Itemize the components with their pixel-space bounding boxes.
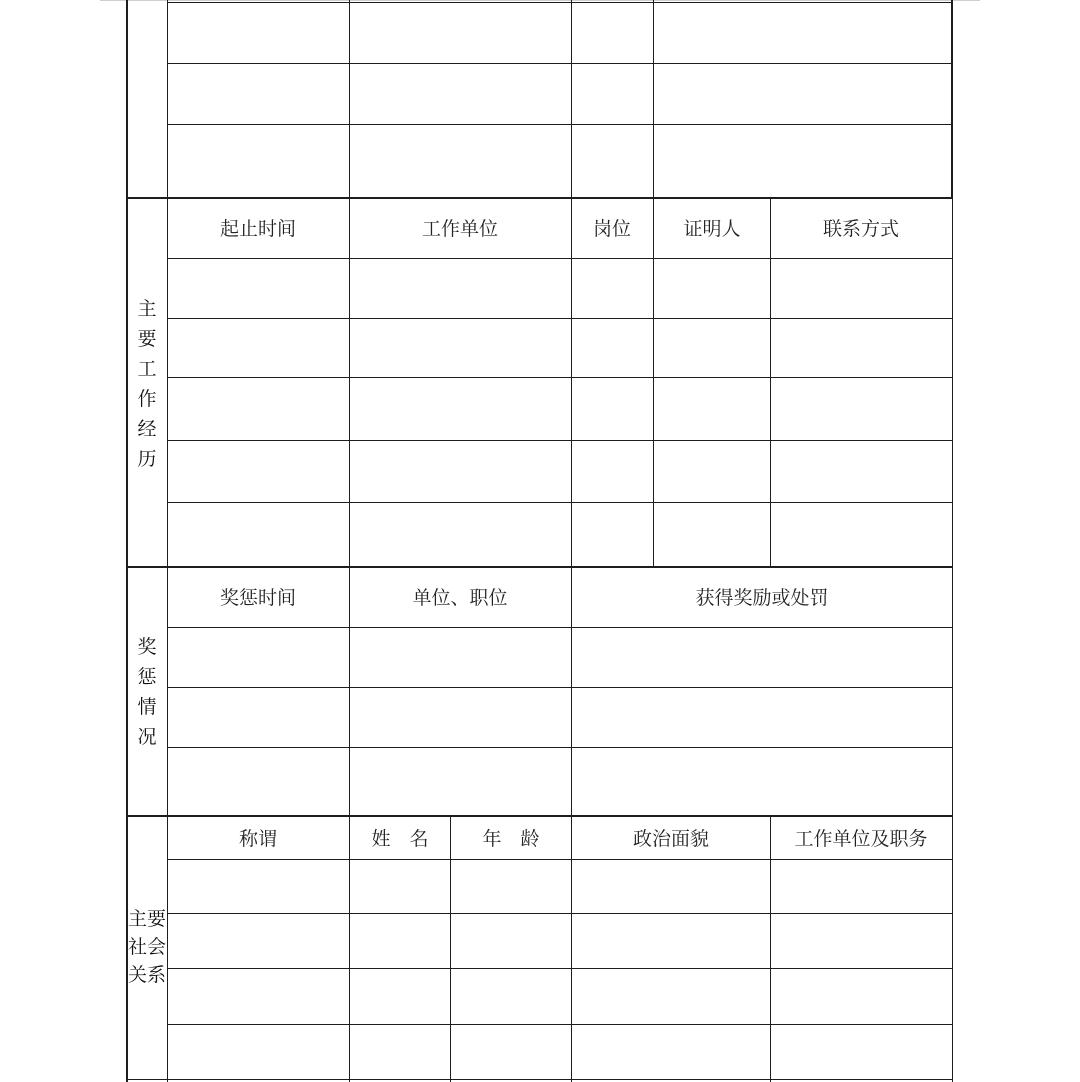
label-char: 经 — [137, 418, 157, 440]
row-line — [167, 440, 952, 441]
header-period: 起止时间 — [219, 218, 297, 240]
column-divider — [450, 816, 451, 1082]
label-char: 奖 — [137, 636, 157, 658]
header-position: 岗位 — [592, 218, 632, 240]
label-column-divider — [167, 0, 168, 1082]
row-line — [167, 377, 952, 378]
row-line — [167, 1024, 952, 1025]
header-employer-and-title: 工作单位及职务 — [794, 828, 928, 850]
header-name: 姓 名 — [371, 828, 429, 850]
row-line — [167, 318, 952, 319]
header-contact: 联系方式 — [822, 218, 900, 240]
row-line — [167, 2, 952, 3]
label-line: 社会 — [127, 936, 167, 958]
row-line — [167, 627, 952, 628]
column-divider — [770, 198, 771, 567]
row-line — [167, 859, 952, 860]
column-divider — [770, 816, 771, 1082]
row-line — [167, 968, 952, 969]
label-char: 工 — [137, 358, 157, 380]
table-border-right — [951, 0, 953, 198]
label-char: 惩 — [137, 666, 157, 688]
section-divider — [126, 566, 952, 568]
section-label-social-relations — [128, 905, 166, 989]
header-political-status: 政治面貌 — [632, 828, 710, 850]
label-char: 要 — [137, 328, 157, 350]
label-char: 主 — [137, 298, 157, 320]
label-char: 历 — [137, 448, 157, 470]
row-line — [167, 687, 952, 688]
section-label-rewards — [137, 632, 156, 752]
column-divider — [571, 0, 572, 1082]
table-border-bottom — [126, 1079, 952, 1080]
header-reward-or-penalty: 获得奖励或处罚 — [695, 587, 829, 609]
row-line — [167, 63, 952, 64]
section-divider — [126, 815, 952, 817]
table-border-right — [952, 198, 953, 1082]
column-divider — [349, 0, 350, 1082]
header-unit-position: 单位、职位 — [412, 587, 508, 609]
section-divider — [126, 197, 952, 199]
header-relation: 称谓 — [238, 828, 278, 850]
row-line — [167, 747, 952, 748]
row-line — [167, 258, 952, 259]
row-line — [167, 502, 952, 503]
section-label-work-history — [137, 294, 156, 474]
label-line: 主要 — [127, 908, 167, 930]
header-employer: 工作单位 — [421, 218, 499, 240]
label-char: 作 — [137, 388, 157, 410]
column-divider — [653, 0, 654, 567]
header-age: 年 龄 — [482, 828, 540, 850]
header-reward-time: 奖惩时间 — [219, 587, 297, 609]
header-reference: 证明人 — [683, 218, 741, 240]
label-line: 关系 — [127, 964, 167, 986]
label-char: 情 — [137, 696, 157, 718]
row-line — [167, 913, 952, 914]
label-char: 况 — [137, 726, 157, 748]
row-line — [167, 124, 952, 125]
